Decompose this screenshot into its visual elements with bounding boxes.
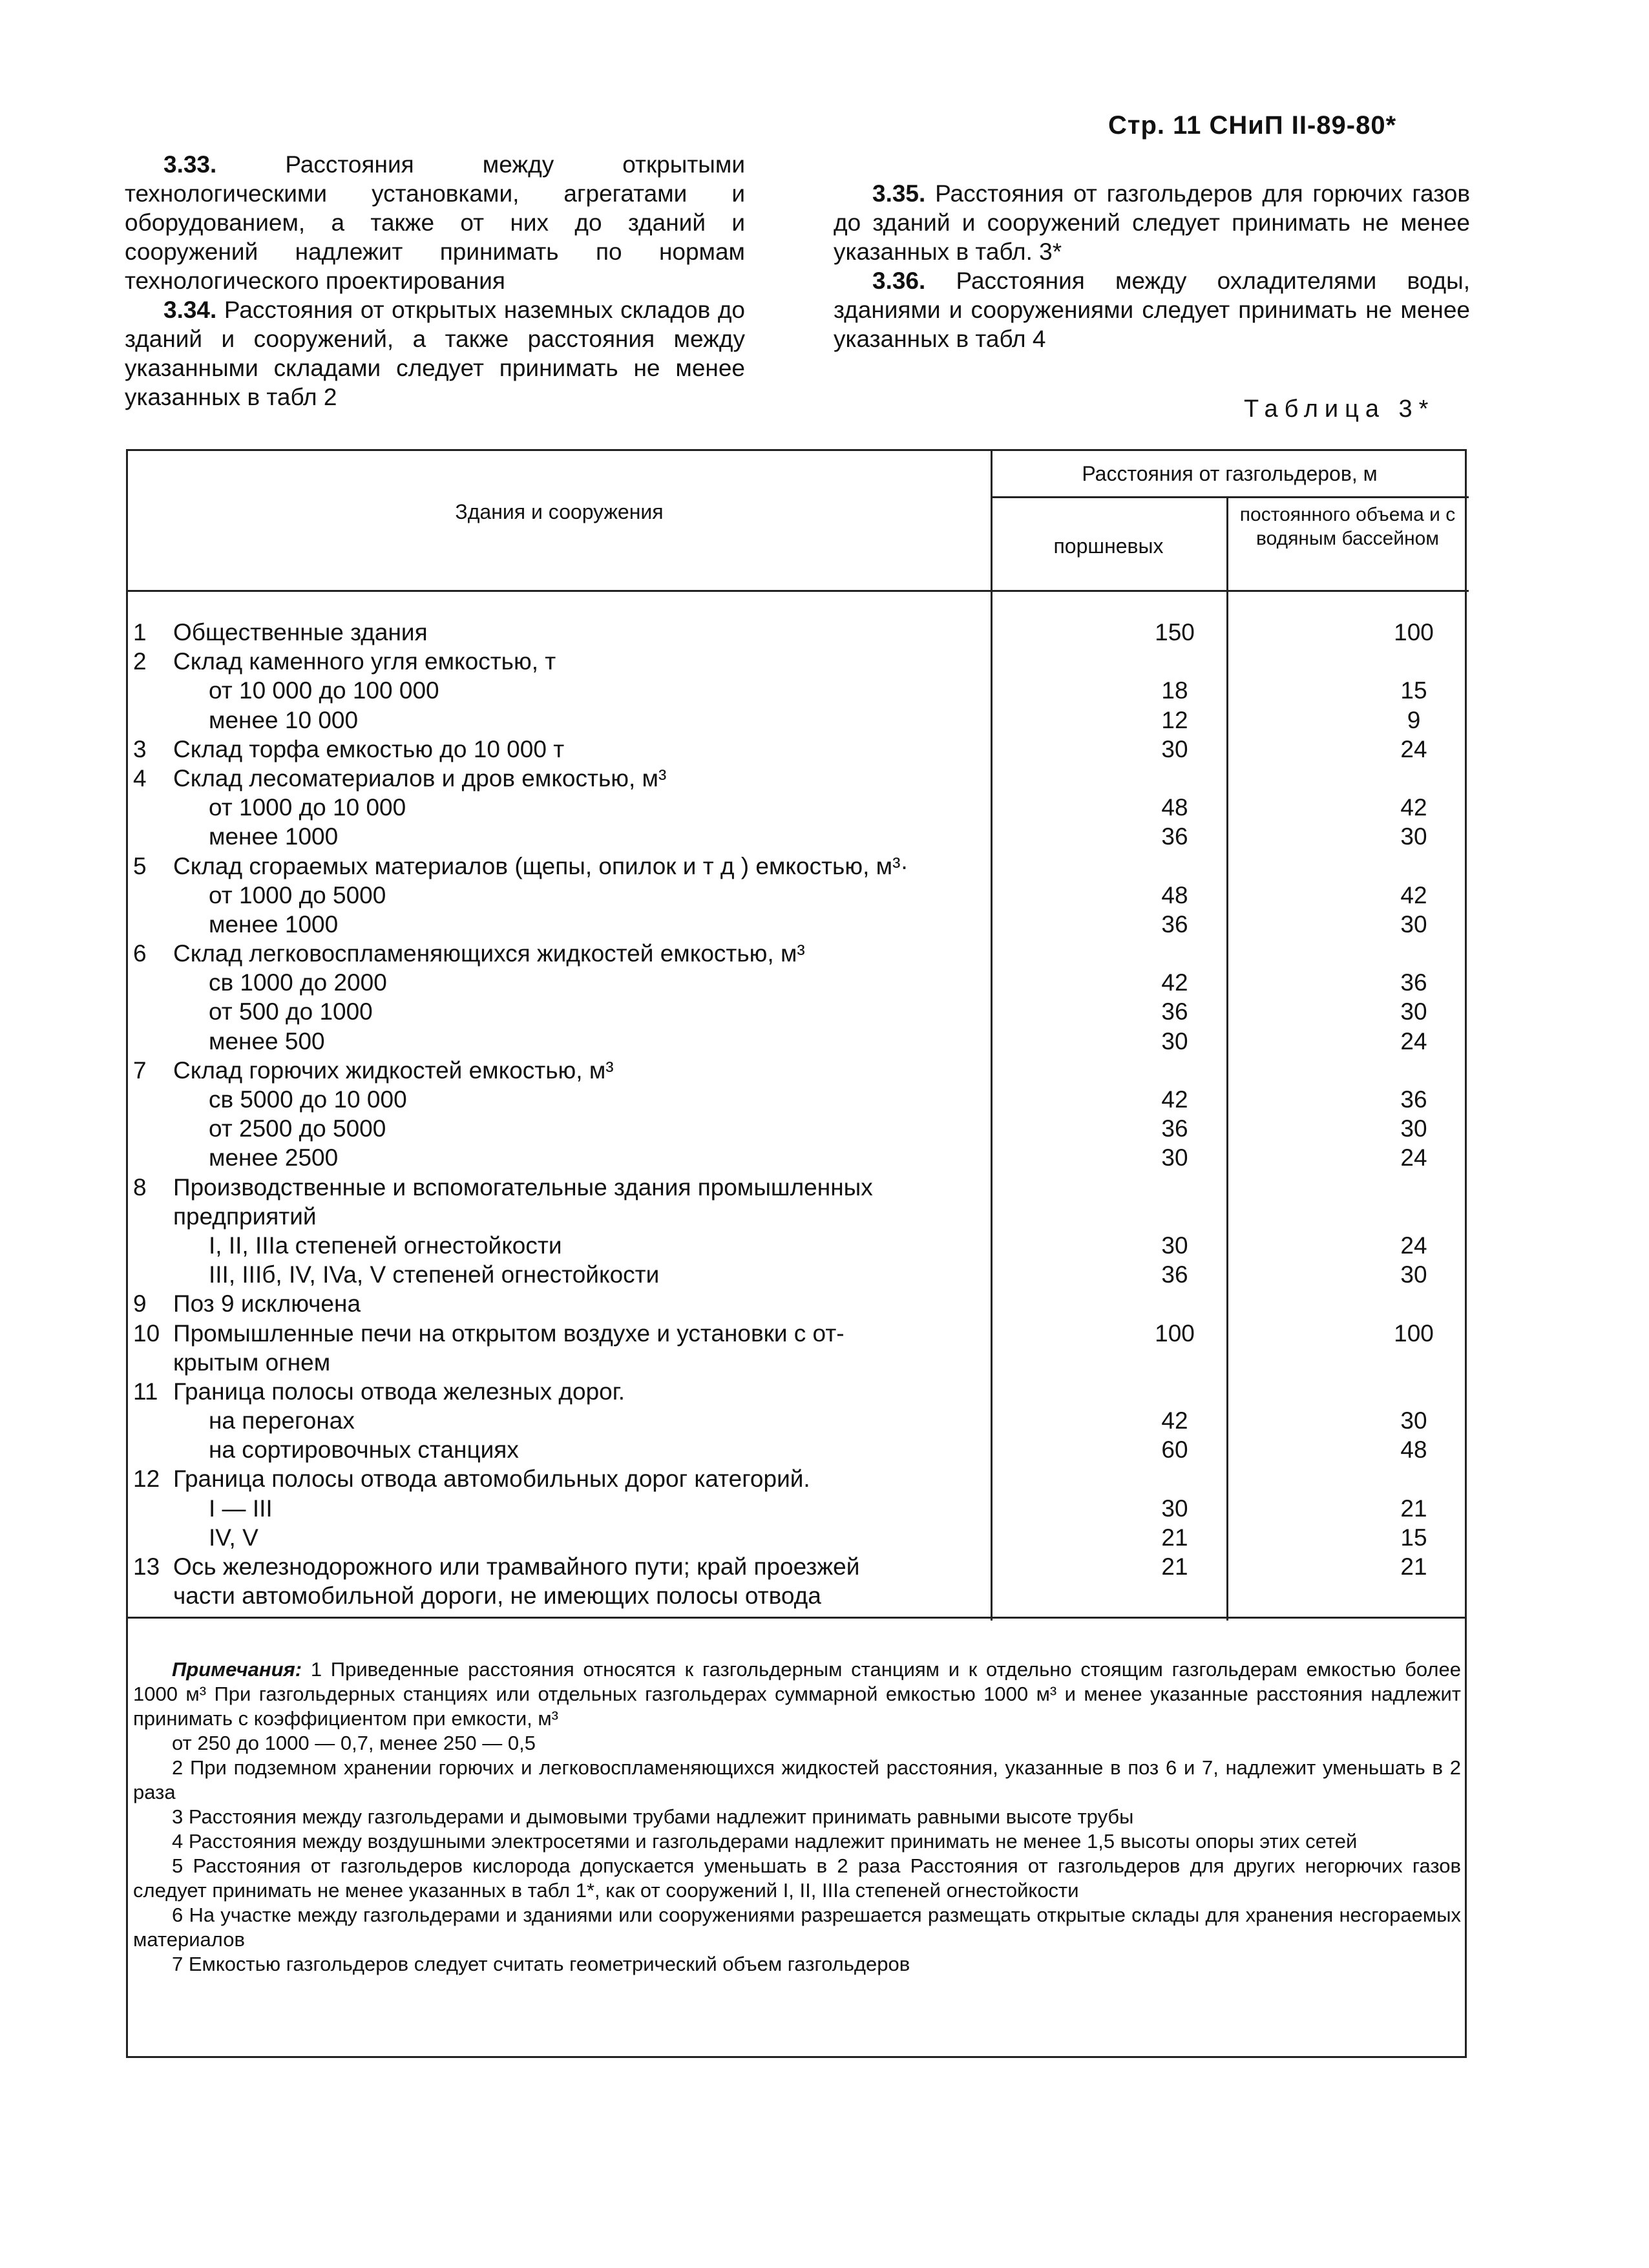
row-number: 10 bbox=[133, 1319, 160, 1347]
paragraph-3-36 bbox=[834, 266, 1470, 353]
header-piston: поршневых bbox=[1053, 534, 1164, 558]
row-label: от 10 000 до 100 000 bbox=[209, 677, 439, 704]
row-label: III, IIIб, IV, IVa, V степеней огнестойкости bbox=[209, 1261, 660, 1288]
header-buildings: Здания и сооружения bbox=[455, 500, 664, 523]
table-row bbox=[128, 1435, 1465, 1464]
value-piston: 48 bbox=[1161, 881, 1188, 908]
right-column bbox=[834, 179, 1470, 353]
row-label: IV, V bbox=[209, 1524, 258, 1551]
row-label: св 1000 до 2000 bbox=[209, 969, 387, 996]
row-number: 5 bbox=[133, 852, 147, 879]
row-label: менее 500 bbox=[209, 1027, 325, 1055]
row-label: Склад лесоматериалов и дров емкостью, м³ bbox=[173, 764, 667, 792]
paragraph-number: 3.35. bbox=[872, 180, 926, 207]
value-piston: 36 bbox=[1161, 910, 1188, 938]
row-label: Склад каменного угля емкостью, т bbox=[173, 648, 556, 675]
value-piston: 42 bbox=[1161, 1086, 1188, 1113]
table-row bbox=[128, 618, 1465, 647]
value-constant-volume: 36 bbox=[1400, 1086, 1427, 1113]
table-row bbox=[128, 1289, 1465, 1318]
table-row bbox=[128, 1114, 1465, 1143]
value-piston: 36 bbox=[1161, 823, 1188, 850]
table-row bbox=[128, 676, 1465, 705]
row-number: 7 bbox=[133, 1056, 147, 1084]
value-piston: 42 bbox=[1161, 1407, 1188, 1434]
header-bottom-rule bbox=[128, 590, 1469, 592]
value-constant-volume: 30 bbox=[1400, 823, 1427, 850]
row-label: менее 2500 bbox=[209, 1144, 339, 1171]
table-row bbox=[128, 1027, 1465, 1056]
row-number: 4 bbox=[133, 764, 147, 792]
table-row bbox=[128, 1085, 1465, 1114]
value-constant-volume: 9 bbox=[1407, 706, 1421, 733]
table-row bbox=[128, 764, 1465, 793]
value-constant-volume: 30 bbox=[1400, 1115, 1427, 1142]
row-label: предприятий bbox=[173, 1202, 317, 1230]
row-label: Граница полосы отвода автомобильных дорог категорий. bbox=[173, 1465, 810, 1493]
value-constant-volume: 30 bbox=[1400, 998, 1427, 1025]
row-label: св 5000 до 10 000 bbox=[209, 1086, 407, 1113]
notes-label: Примечания: bbox=[172, 1658, 302, 1681]
paragraph-text: Расстояния между открытыми технологическими установками, агрегатами и оборудованием, а также от них до зданий и сооружений надлежит принимать по нормам технологического проектирования bbox=[125, 151, 745, 294]
left-column bbox=[125, 150, 745, 412]
note-item: 6 На участке между газгольдерами и зданиями или сооружениями разрешается размещать открытые склады для хранения несгораемых материалов bbox=[133, 1904, 1461, 1951]
value-piston: 21 bbox=[1161, 1553, 1188, 1580]
row-label: менее 10 000 bbox=[209, 706, 359, 733]
row-label: менее 1000 bbox=[209, 910, 339, 938]
paragraph-3-34 bbox=[125, 295, 745, 412]
value-piston: 48 bbox=[1161, 794, 1188, 821]
row-label: от 1000 до 10 000 bbox=[209, 794, 406, 821]
table-row bbox=[128, 997, 1465, 1026]
table-row bbox=[128, 1319, 1465, 1348]
note-item: от 250 до 1000 — 0,7, менее 250 — 0,5 bbox=[172, 1732, 536, 1754]
row-label: I — III bbox=[209, 1495, 273, 1522]
value-constant-volume: 100 bbox=[1394, 619, 1434, 646]
value-piston: 30 bbox=[1161, 1027, 1188, 1055]
value-constant-volume: 30 bbox=[1400, 1261, 1427, 1288]
row-number: 13 bbox=[133, 1553, 160, 1580]
table-row bbox=[128, 1523, 1465, 1552]
table-row bbox=[128, 1552, 1465, 1581]
value-constant-volume: 30 bbox=[1400, 1407, 1427, 1434]
value-piston: 36 bbox=[1161, 1261, 1188, 1288]
row-label: от 1000 до 5000 bbox=[209, 881, 386, 908]
paragraph-text: Расстояния от открытых наземных складов до зданий и сооружений, а также расстояния между указанными складами следует принимать не менее указанных в табл 2 bbox=[125, 297, 745, 410]
value-constant-volume: 42 bbox=[1400, 881, 1427, 908]
notes bbox=[128, 1657, 1469, 1977]
row-label: на перегонах bbox=[209, 1407, 355, 1434]
row-number: 12 bbox=[133, 1465, 160, 1493]
page-header: Стр. 11 СНиП II-89-80* bbox=[1108, 111, 1397, 140]
paragraph-text: Расстояния между охладителями воды, зданиями и сооружениями следует принимать не менее указанных в табл 4 bbox=[834, 268, 1470, 352]
table-row bbox=[128, 1173, 1465, 1202]
row-number: 3 bbox=[133, 735, 147, 762]
value-piston: 100 bbox=[1155, 1319, 1195, 1347]
header-constant-volume: постоянного объема и с водяным бассейном bbox=[1239, 504, 1456, 549]
row-number: 6 bbox=[133, 940, 147, 967]
table-row bbox=[128, 1202, 1465, 1231]
table-row bbox=[128, 881, 1465, 910]
note-item: 3 Расстояния между газгольдерами и дымовыми трубами надлежит принимать равными высоте трубы bbox=[172, 1805, 1134, 1828]
row-label: I, II, IIIa степеней огнестойкости bbox=[209, 1232, 562, 1259]
table-caption: Таблица 3* bbox=[1244, 395, 1435, 423]
row-label: Склад легковоспламеняющихся жидкостей емкостью, м³ bbox=[173, 940, 805, 967]
table-row bbox=[128, 939, 1465, 968]
row-label: Производственные и вспомогательные здания промышленных bbox=[173, 1173, 873, 1201]
paragraph-number: 3.36. bbox=[872, 268, 926, 294]
row-label: от 2500 до 5000 bbox=[209, 1115, 386, 1142]
table-row bbox=[128, 822, 1465, 851]
table-row bbox=[128, 1056, 1465, 1085]
row-label: части автомобильной дороги, не имеющих полосы отвода bbox=[173, 1582, 821, 1610]
row-label: менее 1000 bbox=[209, 823, 339, 850]
row-label: на сортировочных станциях bbox=[209, 1436, 519, 1464]
value-constant-volume: 21 bbox=[1400, 1553, 1427, 1580]
notes-box bbox=[126, 1619, 1467, 2058]
header-distances-group: Расстояния от газгольдеров, м bbox=[1082, 462, 1378, 485]
value-constant-volume: 48 bbox=[1400, 1436, 1427, 1464]
value-piston: 21 bbox=[1161, 1524, 1188, 1551]
row-number: 9 bbox=[133, 1290, 147, 1318]
value-constant-volume: 15 bbox=[1400, 1524, 1427, 1551]
table-row bbox=[128, 1581, 1465, 1610]
note-item: 5 Расстояния от газгольдеров кислорода допускается уменьшать в 2 раза Расстояния от газгольдеров для других негорючих газов следует принимать не менее указанных в табл 1*, как от сооружений I, II, IIIa степеней огнестойкости bbox=[133, 1854, 1461, 1902]
value-piston: 30 bbox=[1161, 1144, 1188, 1171]
value-constant-volume: 24 bbox=[1400, 735, 1427, 762]
table-row bbox=[128, 793, 1465, 822]
value-constant-volume: 15 bbox=[1400, 677, 1427, 704]
row-label: Склад горючих жидкостей емкостью, м³ bbox=[173, 1056, 614, 1084]
table-row bbox=[128, 1231, 1465, 1260]
value-constant-volume: 21 bbox=[1400, 1495, 1427, 1522]
table-row bbox=[128, 968, 1465, 997]
note-text: 1 Приведенные расстояния относятся к газгольдерным станциям и к отдельно стоящим газгольдерам емкостью более 1000 м³ При газгольдерных станциях или отдельных газгольдерах суммарной емкостью 1000 м³ и менее указанные расстояния надлежит принимать с коэффициентом при емкости, м³ bbox=[133, 1658, 1461, 1730]
row-label: Граница полосы отвода железных дорог. bbox=[173, 1378, 625, 1405]
row-label: Общественные здания bbox=[173, 619, 428, 646]
value-piston: 30 bbox=[1161, 1232, 1188, 1259]
row-label: Промышленные печи на открытом воздухе и установки с от- bbox=[173, 1319, 845, 1347]
value-piston: 60 bbox=[1161, 1436, 1188, 1464]
paragraph-text: Расстояния от газгольдеров для горючих газов до зданий и сооружений следует принимать не менее указанных в табл. 3* bbox=[834, 180, 1471, 265]
header-divider bbox=[991, 496, 1469, 498]
table-row bbox=[128, 910, 1465, 939]
value-piston: 36 bbox=[1161, 1115, 1188, 1142]
row-label: крытым огнем bbox=[173, 1349, 331, 1376]
value-constant-volume: 30 bbox=[1400, 910, 1427, 938]
value-piston: 150 bbox=[1155, 619, 1195, 646]
table-row bbox=[128, 1260, 1465, 1289]
value-piston: 36 bbox=[1161, 998, 1188, 1025]
table-3 bbox=[126, 449, 1467, 1619]
value-constant-volume: 24 bbox=[1400, 1144, 1427, 1171]
row-number: 8 bbox=[133, 1173, 147, 1201]
paragraph-3-35 bbox=[834, 179, 1470, 266]
table-row bbox=[128, 647, 1465, 676]
value-piston: 30 bbox=[1161, 735, 1188, 762]
table-row bbox=[128, 1464, 1465, 1493]
row-label: Ось железнодорожного или трамвайного пути; край проезжей bbox=[173, 1553, 860, 1580]
table-row bbox=[128, 1348, 1465, 1377]
table-row bbox=[128, 1406, 1465, 1435]
note-item: 7 Емкостью газгольдеров следует считать геометрический объем газгольдеров bbox=[172, 1953, 910, 1975]
value-constant-volume: 100 bbox=[1394, 1319, 1434, 1347]
row-label: Склад торфа емкостью до 10 000 т bbox=[173, 735, 565, 762]
table-row bbox=[128, 1494, 1465, 1523]
table-row bbox=[128, 1377, 1465, 1406]
paragraph-number: 3.34. bbox=[163, 297, 217, 323]
table-row bbox=[128, 852, 1465, 881]
value-constant-volume: 42 bbox=[1400, 794, 1427, 821]
paragraph-number: 3.33. bbox=[163, 151, 217, 178]
row-label: от 500 до 1000 bbox=[209, 998, 373, 1025]
note-item: 4 Расстояния между воздушными электросетями и газгольдерами надлежит принимать не менее 1,5 высоты опоры этих сетей bbox=[172, 1830, 1358, 1853]
value-constant-volume: 24 bbox=[1400, 1027, 1427, 1055]
value-piston: 30 bbox=[1161, 1495, 1188, 1522]
note-item: 2 При подземном хранении горючих и легковоспламеняющихся жидкостей расстояния, указанные в поз 6 и 7, надлежит уменьшать в 2 раза bbox=[133, 1756, 1461, 1803]
value-piston: 42 bbox=[1161, 969, 1188, 996]
row-number: 11 bbox=[133, 1378, 158, 1405]
table-row bbox=[128, 735, 1465, 764]
row-number: 2 bbox=[133, 648, 147, 675]
row-number: 1 bbox=[133, 619, 147, 646]
value-piston: 18 bbox=[1161, 677, 1188, 704]
table-row bbox=[128, 706, 1465, 735]
table-body bbox=[128, 618, 1465, 1610]
value-constant-volume: 36 bbox=[1400, 969, 1427, 996]
table-row bbox=[128, 1143, 1465, 1172]
row-label: Склад сгораемых материалов (щепы, опилок и т д ) емкостью, м³· bbox=[173, 852, 909, 879]
paragraph-3-33 bbox=[125, 150, 745, 295]
row-label: Поз 9 исключена bbox=[173, 1290, 361, 1318]
value-piston: 12 bbox=[1161, 706, 1188, 733]
note-item bbox=[133, 1657, 1461, 1731]
value-constant-volume: 24 bbox=[1400, 1232, 1427, 1259]
